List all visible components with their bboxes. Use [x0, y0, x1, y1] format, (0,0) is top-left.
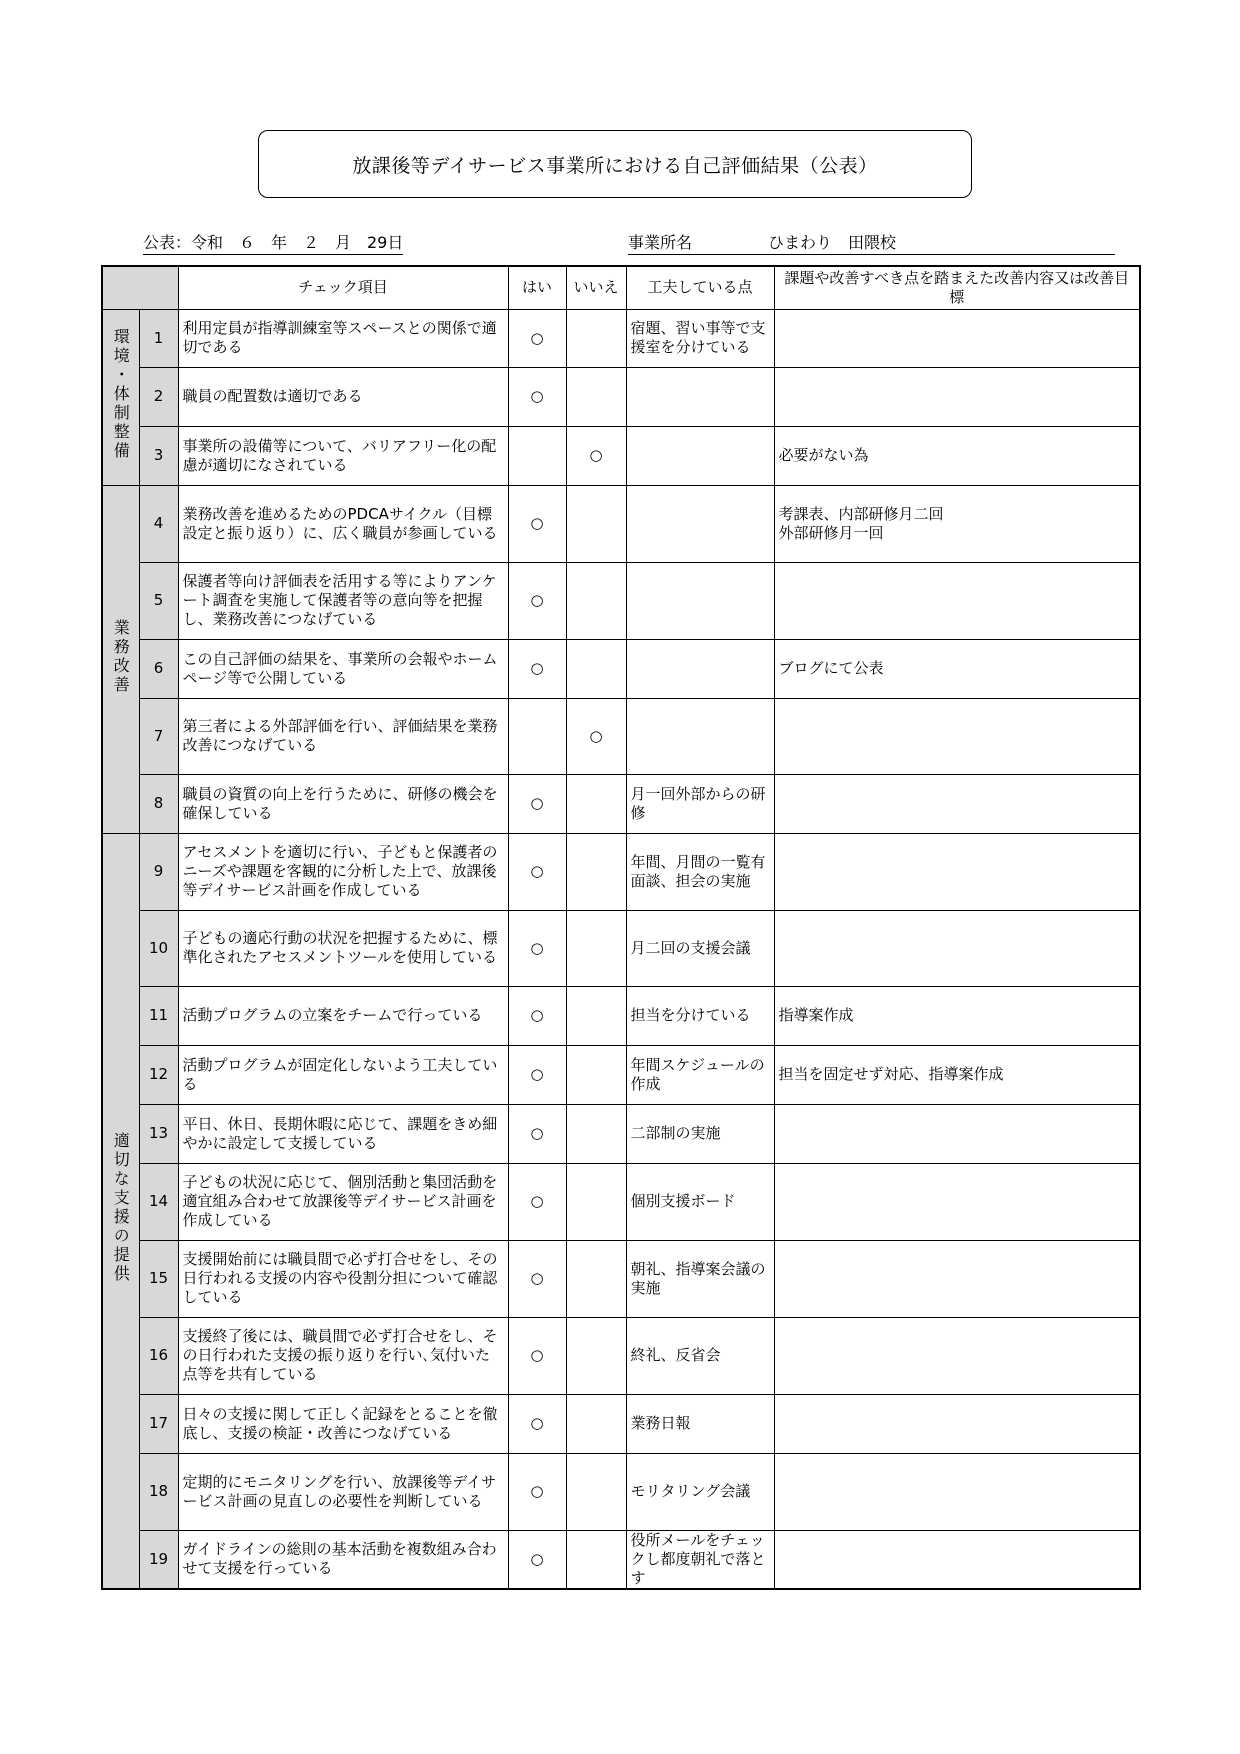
effort-point: 個別支援ボード [626, 1163, 774, 1240]
check-item: ガイドラインの総則の基本活動を複数組み合わせて支援を行っている [178, 1530, 508, 1589]
table-row [102, 986, 1140, 1045]
row-number: 2 [139, 367, 178, 426]
no-mark [566, 1530, 626, 1589]
check-item: この自己評価の結果を、事業所の会報やホームページ等で公開している [178, 639, 508, 698]
yes-mark: ○ [508, 485, 566, 562]
check-item: 職員の配置数は適切である [178, 367, 508, 426]
no-mark [566, 367, 626, 426]
check-item: 事業所の設備等について、バリアフリー化の配慮が適切になされている [178, 426, 508, 485]
check-item: 職員の資質の向上を行うために、研修の機会を確保している [178, 774, 508, 833]
check-item: 利用定員が指導訓練室等スペースとの関係で適切である [178, 309, 508, 367]
row-number: 19 [139, 1530, 178, 1589]
check-item: 支援終了後には、職員間で必ず打合せをし、その日行われた支援の振り返りを行い､気付いた点等を共有している [178, 1317, 508, 1394]
yes-mark: ○ [508, 986, 566, 1045]
improvement [774, 1317, 1140, 1394]
improvement [774, 698, 1140, 774]
row-number: 7 [139, 698, 178, 774]
yes-mark: ○ [508, 367, 566, 426]
effort-point: 朝礼、指導案会議の実施 [626, 1240, 774, 1317]
yes-mark: ○ [508, 562, 566, 639]
effort-point [626, 698, 774, 774]
row-number: 15 [139, 1240, 178, 1317]
category-label: 業務改善 [111, 618, 131, 695]
table-row [102, 562, 1140, 639]
table-row [102, 1453, 1140, 1530]
header-improve: 課題や改善すべき点を踏まえた改善内容又は改善目標 [774, 266, 1140, 309]
improvement [774, 1104, 1140, 1163]
category-label: 適切な支援の提供 [111, 1132, 131, 1285]
category-support [102, 833, 139, 1589]
effort-point [626, 367, 774, 426]
effort-point: 宿題、習い事等で支援室を分けている [626, 309, 774, 367]
effort-point: 年間、月間の一覧有面談、担会の実施 [626, 833, 774, 910]
check-item: 保護者等向け評価表を活用する等によりアンケート調査を実施して保護者等の意向等を把握し、業務改善につなげている [178, 562, 508, 639]
check-item: 業務改善を進めるためのPDCAサイクル（目標設定と振り返り）に、広く職員が参画している [178, 485, 508, 562]
improvement [774, 774, 1140, 833]
no-mark [566, 1104, 626, 1163]
office-name: ひまわり 田隈校 [768, 233, 897, 252]
table-header-row [102, 266, 1140, 309]
effort-point: 担当を分けている [626, 986, 774, 1045]
table-row [102, 1104, 1140, 1163]
effort-point: 年間スケジュールの作成 [626, 1045, 774, 1104]
table-row [102, 833, 1140, 910]
check-item: 平日、休日、長期休暇に応じて、課題をきめ細やかに設定して支援している [178, 1104, 508, 1163]
row-number: 3 [139, 426, 178, 485]
improvement [774, 309, 1140, 367]
yes-mark: ○ [508, 1530, 566, 1589]
yes-mark: ○ [508, 1163, 566, 1240]
header-category-blank [102, 266, 178, 309]
yes-mark: ○ [508, 1453, 566, 1530]
yes-mark: ○ [508, 1394, 566, 1453]
table-row [102, 309, 1140, 367]
no-mark [566, 1317, 626, 1394]
no-mark [566, 309, 626, 367]
table-row [102, 485, 1140, 562]
row-number: 11 [139, 986, 178, 1045]
no-mark [566, 774, 626, 833]
table-row [102, 774, 1140, 833]
effort-point: 月一回外部からの研修 [626, 774, 774, 833]
improvement: 指導案作成 [774, 986, 1140, 1045]
row-number: 9 [139, 833, 178, 910]
row-number: 5 [139, 562, 178, 639]
table-row [102, 910, 1140, 986]
publish-date: 公表：令和 ６ 年 ２ 月 29日 [143, 230, 403, 255]
improvement [774, 1394, 1140, 1453]
improvement [774, 910, 1140, 986]
yes-mark: ○ [508, 309, 566, 367]
row-number: 16 [139, 1317, 178, 1394]
row-number: 8 [139, 774, 178, 833]
effort-point [626, 426, 774, 485]
row-number: 13 [139, 1104, 178, 1163]
check-item: 子どもの状況に応じて、個別活動と集団活動を適宜組み合わせて放課後等デイサービス計画を作成している [178, 1163, 508, 1240]
table-row [102, 367, 1140, 426]
no-mark [566, 910, 626, 986]
table-row [102, 426, 1140, 485]
effort-point: 月二回の支援会議 [626, 910, 774, 986]
improvement [774, 1453, 1140, 1530]
improvement [774, 562, 1140, 639]
improvement [774, 1530, 1140, 1589]
row-number: 10 [139, 910, 178, 986]
no-mark: ○ [566, 426, 626, 485]
row-number: 18 [139, 1453, 178, 1530]
yes-mark: ○ [508, 910, 566, 986]
table-row [102, 1163, 1140, 1240]
row-number: 14 [139, 1163, 178, 1240]
effort-point: 二部制の実施 [626, 1104, 774, 1163]
effort-point [626, 639, 774, 698]
improvement [774, 367, 1140, 426]
check-item: 活動プログラムが固定化しないよう工夫している [178, 1045, 508, 1104]
improvement: 考課表、内部研修月二回 外部研修月一回 [774, 485, 1140, 562]
yes-mark: ○ [508, 1045, 566, 1104]
no-mark [566, 639, 626, 698]
table-row [102, 639, 1140, 698]
effort-point: モリタリング会議 [626, 1453, 774, 1530]
yes-mark: ○ [508, 639, 566, 698]
category-biz [102, 485, 139, 833]
check-item: 支援開始前には職員間で必ず打合せをし、その日行われる支援の内容や役割分担について確認している [178, 1240, 508, 1317]
check-item: 活動プログラムの立案をチームで行っている [178, 986, 508, 1045]
no-mark [566, 1163, 626, 1240]
header-yes: はい [508, 266, 566, 309]
row-number: 4 [139, 485, 178, 562]
improvement: ブログにて公表 [774, 639, 1140, 698]
no-mark [566, 1240, 626, 1317]
yes-mark [508, 698, 566, 774]
table-row [102, 1045, 1140, 1104]
no-mark [566, 485, 626, 562]
table-row [102, 1240, 1140, 1317]
table-row [102, 1530, 1140, 1589]
check-item: 第三者による外部評価を行い、評価結果を業務改善につなげている [178, 698, 508, 774]
no-mark [566, 833, 626, 910]
no-mark [566, 1453, 626, 1530]
no-mark [566, 1394, 626, 1453]
category-env [102, 309, 139, 485]
improvement [774, 1163, 1140, 1240]
improvement [774, 1240, 1140, 1317]
yes-mark: ○ [508, 1317, 566, 1394]
header-no: いいえ [566, 266, 626, 309]
row-number: 17 [139, 1394, 178, 1453]
category-label: 環境・体制整備 [111, 328, 131, 461]
improvement: 必要がない為 [774, 426, 1140, 485]
no-mark [566, 562, 626, 639]
table-row [102, 698, 1140, 774]
page-title: 放課後等デイサービス事業所における自己評価結果（公表） [258, 130, 972, 198]
effort-point [626, 485, 774, 562]
effort-point: 終礼、反省会 [626, 1317, 774, 1394]
check-item: 日々の支援に関して正しく記録をとることを徹底し、支援の検証・改善につなげている [178, 1394, 508, 1453]
row-number: 6 [139, 639, 178, 698]
check-item: 定期的にモニタリングを行い、放課後等デイサービス計画の見直しの必要性を判断している [178, 1453, 508, 1530]
yes-mark: ○ [508, 833, 566, 910]
header-check-item: チェック項目 [178, 266, 508, 309]
office-info [628, 230, 1115, 255]
effort-point [626, 562, 774, 639]
yes-mark [508, 426, 566, 485]
check-item: アセスメントを適切に行い、子どもと保護者のニーズや課題を客観的に分析した上で、放課後等デイサービス計画を作成している [178, 833, 508, 910]
office-label: 事業所名 [628, 233, 693, 252]
no-mark [566, 1045, 626, 1104]
yes-mark: ○ [508, 1104, 566, 1163]
evaluation-table [101, 265, 1141, 1590]
yes-mark: ○ [508, 774, 566, 833]
row-number: 1 [139, 309, 178, 367]
check-item: 子どもの適応行動の状況を把握するために、標準化されたアセスメントツールを使用している [178, 910, 508, 986]
table-row [102, 1317, 1140, 1394]
header-effort: 工夫している点 [626, 266, 774, 309]
row-number: 12 [139, 1045, 178, 1104]
improvement: 担当を固定せず対応、指導案作成 [774, 1045, 1140, 1104]
no-mark [566, 986, 626, 1045]
effort-point: 業務日報 [626, 1394, 774, 1453]
yes-mark: ○ [508, 1240, 566, 1317]
table-row [102, 1394, 1140, 1453]
effort-point: 役所メールをチェックし都度朝礼で落とす [626, 1530, 774, 1589]
no-mark: ○ [566, 698, 626, 774]
improvement [774, 833, 1140, 910]
